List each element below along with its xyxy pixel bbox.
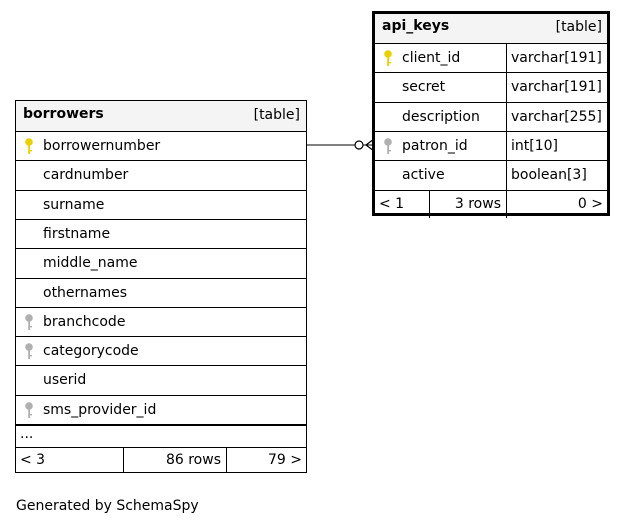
column-row[interactable] xyxy=(16,190,306,219)
column-row[interactable] xyxy=(16,336,306,365)
column-name: cardnumber xyxy=(43,167,129,183)
foreign-key-icon xyxy=(24,343,34,365)
column-name: borrowernumber xyxy=(43,138,161,154)
column-row[interactable] xyxy=(16,395,306,424)
table-kind: [table] xyxy=(253,107,300,123)
column-name: patron_id xyxy=(402,138,468,154)
footer-divider xyxy=(429,191,430,218)
column-type: varchar[255] xyxy=(511,109,602,125)
column-name: description xyxy=(402,109,480,125)
column-name: middle_name xyxy=(43,255,138,271)
column-name: surname xyxy=(43,197,105,213)
column-row[interactable] xyxy=(16,219,306,248)
column-row[interactable] xyxy=(16,307,306,336)
column-row[interactable] xyxy=(16,278,306,307)
column-row[interactable] xyxy=(375,102,607,131)
column-row[interactable] xyxy=(375,131,607,160)
column-divider xyxy=(506,73,507,102)
table-footer xyxy=(375,190,607,217)
column-name: userid xyxy=(43,372,87,388)
column-row[interactable] xyxy=(16,365,306,394)
children-count[interactable]: 0 > xyxy=(577,196,603,212)
column-type: varchar[191] xyxy=(511,79,602,95)
column-type: int[10] xyxy=(511,138,558,154)
column-name: client_id xyxy=(402,50,461,66)
column-divider xyxy=(506,132,507,161)
column-row[interactable] xyxy=(16,248,306,277)
footer-divider xyxy=(123,448,124,472)
column-name: sms_provider_id xyxy=(43,402,157,418)
api-keys-table[interactable] xyxy=(372,11,610,216)
footer-divider xyxy=(226,448,227,472)
more-columns-row xyxy=(16,424,306,446)
foreign-key-icon xyxy=(24,314,34,336)
table-kind: [table] xyxy=(555,19,602,35)
column-name: firstname xyxy=(43,226,111,242)
primary-key-icon xyxy=(383,50,393,72)
row-count: 3 rows xyxy=(454,196,501,212)
column-name: categorycode xyxy=(43,343,139,359)
parents-count[interactable]: < 3 xyxy=(20,452,46,468)
parents-count[interactable]: < 1 xyxy=(379,196,405,212)
column-divider xyxy=(506,161,507,190)
table-header xyxy=(375,14,607,43)
column-row[interactable] xyxy=(375,43,607,72)
children-count[interactable]: 79 > xyxy=(268,452,302,468)
primary-key-icon xyxy=(24,138,34,160)
column-divider xyxy=(506,103,507,132)
column-divider xyxy=(506,44,507,73)
foreign-key-icon xyxy=(24,402,34,424)
column-type: boolean[3] xyxy=(511,167,587,183)
column-row[interactable] xyxy=(375,160,607,189)
table-header xyxy=(16,101,306,131)
table-name[interactable]: borrowers xyxy=(23,106,104,122)
column-name: secret xyxy=(402,79,446,95)
column-name: othernames xyxy=(43,285,128,301)
row-count: 86 rows xyxy=(165,452,221,468)
column-row[interactable] xyxy=(375,72,607,101)
generated-by-label: Generated by SchemaSpy xyxy=(16,498,199,514)
column-row[interactable] xyxy=(16,131,306,160)
column-type: varchar[191] xyxy=(511,50,602,66)
foreign-key-icon xyxy=(383,138,393,160)
column-name: active xyxy=(402,167,445,183)
column-name: branchcode xyxy=(43,314,126,330)
footer-divider xyxy=(506,191,507,218)
column-row[interactable] xyxy=(16,160,306,189)
table-name[interactable]: api_keys xyxy=(382,18,450,34)
more-columns-ellipsis: ... xyxy=(20,426,34,442)
borrowers-table[interactable] xyxy=(15,100,307,473)
table-footer xyxy=(16,447,306,471)
